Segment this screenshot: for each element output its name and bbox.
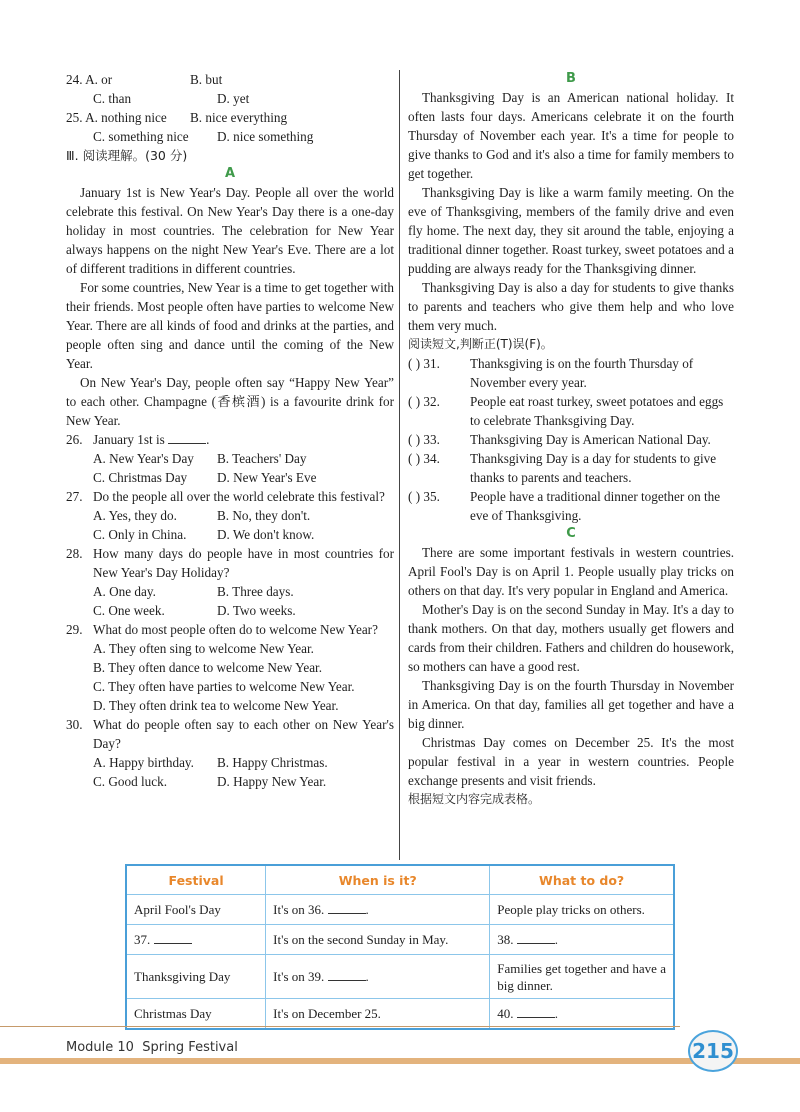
table-cell: Christmas Day [126,999,266,1029]
column-header: What to do? [490,865,674,895]
option-b[interactable]: B. Happy Christmas. [217,755,328,770]
column-header: Festival [126,865,266,895]
answer-blank[interactable] [154,931,192,944]
question-27: 27. Do the people all over the world celebrate this festival? A. Yes, they do. B. No, they don't. C. Only in China. D. We don't know. [66,487,394,544]
option-c[interactable]: C. Only in China. [93,527,187,542]
answer-parenthesis[interactable]: ( ) 32. [408,394,440,409]
passage-a-paragraph: For some countries, New Year is a time to get together with their friends. Most people often have parties to welcome New Year. There are all kinds of food and drinks at the parties, and people often sing and dance until the coming of the New Year. [66,280,394,371]
question-24: 24. A. or B. but C. than D. yet [66,70,394,108]
page-number: 215 [688,1030,738,1072]
true-false-item: ( ) 33. Thanksgiving Day is American National Day. [408,432,711,447]
option-d[interactable]: D. Happy New Year. [217,774,327,789]
true-false-item: ( ) 31. Thanksgiving is on the fourth Thursday of November every year. [408,356,694,390]
column-divider [399,70,400,860]
passage-b-paragraph: Thanksgiving Day is an American national holiday. It often lasts four days. Americans celebrate it on the fourth Thursday of November each year. It's a time for people to give thanks to God and it's also a time for family members to get together. [408,90,734,181]
answer-blank[interactable] [328,901,366,914]
passage-a-paragraph: On New Year's Day, people often say “Happy New Year” to each other. Champagne (香槟酒) is a favourite drink for New Year. [66,375,394,428]
festival-table [125,864,675,1030]
passage-a-paragraph: January 1st is New Year's Day. People all over the world celebrate this festival. On New Year's Day there is a one-day holiday in most countries. The celebration for New Year always happens on the night New Year's Eve. There are a lot of different traditions in different countries. [66,185,394,276]
table-cell: It's on the second Sunday in May. [266,925,490,955]
table-cell: Families get together and have a big dinner. [490,955,674,999]
true-false-item: ( ) 32. People eat roast turkey, sweet potatoes and eggs to celebrate Thanksgiving Day. [408,394,724,428]
option-c[interactable]: C. One week. [93,603,165,618]
option-a[interactable]: A. or [85,72,113,87]
table-row [126,895,674,925]
passage-c-heading: C [566,526,576,541]
right-column [408,70,734,809]
option-c[interactable]: C. They often have parties to welcome New Year. [93,679,355,694]
option-c[interactable]: C. Christmas Day [93,470,188,485]
table-cell: 40. . [490,999,674,1029]
answer-blank[interactable] [168,431,206,444]
option-c[interactable]: C. something nice [93,129,189,144]
passage-c-paragraph: Mother's Day is on the second Sunday in May. It's a day to thank mothers. On that day, mothers usually get flowers and cards from their children. Fathers and children do housework, so mothers can have a good rest. [408,602,734,674]
passage-b-paragraph: Thanksgiving Day is like a warm family meeting. On the eve of Thanksgiving, members of the family drive and even fly home. The next day, they sit around the table, enjoying a traditional dinner together. Roast turkey, sweet potatoes and a pudding are always ready for the Thanksgiving dinner. [408,185,734,276]
true-false-instruction: 阅读短文,判断正(T)误(F)。 [408,337,553,351]
answer-blank[interactable] [517,1005,555,1018]
option-b[interactable]: B. Three days. [217,584,294,599]
page-footer [66,1038,238,1057]
section-heading: Ⅲ. 阅读理解。(30 分) [66,148,188,163]
true-false-item: ( ) 34. Thanksgiving Day is a day for students to give thanks to parents and teachers. [408,451,717,485]
option-a[interactable]: A. One day. [93,584,156,599]
option-d[interactable]: D. We don't know. [217,527,315,542]
module-label: Module 10 [66,1040,134,1055]
column-header: When is it? [266,865,490,895]
table-cell: People play tricks on others. [490,895,674,925]
table-row [126,955,674,999]
table-cell: 37. [126,925,266,955]
answer-parenthesis[interactable]: ( ) 35. [408,489,440,504]
passage-c-paragraph: Christmas Day comes on December 25. It's the most popular festival in a year in western countries. People exchange presents and visit friends. [408,735,734,788]
table-cell: Thanksgiving Day [126,955,266,999]
left-column [66,70,394,791]
answer-parenthesis[interactable]: ( ) 33. [408,432,440,447]
passage-a-heading: A [224,166,236,181]
option-d[interactable]: D. They often drink tea to welcome New Year. [93,698,339,713]
option-a[interactable]: A. nothing nice [85,110,167,125]
option-b[interactable]: B. They often dance to welcome New Year. [93,660,323,675]
option-a[interactable]: A. New Year's Day [93,451,194,466]
passage-c-paragraph: There are some important festivals in western countries. April Fool's Day is on April 1. People usually play tricks on others on that day. It's very popular in England and America. [408,545,734,598]
option-b[interactable]: B. No, they don't. [217,508,311,523]
table-cell: It's on December 25. [266,999,490,1029]
passage-b-paragraph: Thanksgiving Day is also a day for students to give thanks to parents and teachers who give them help and who love them very much. [408,280,734,333]
table-cell: 38. . [490,925,674,955]
table-cell: It's on 39. . [266,955,490,999]
question-25: 25. A. nothing nice B. nice everything C. something nice D. nice something [66,108,394,146]
question-29: 29. What do most people often do to welcome New Year? A. They often sing to welcome New Year. B. They often dance to welcome New Year. C. They often have parties to welcome New Year. D. They often drink tea to welcome New Year. [66,620,394,715]
module-title: Spring Festival [142,1040,238,1055]
question-30: 30. What do people often say to each other on New Year's Day? A. Happy birthday. B. Happy Christmas. C. Good luck. D. Happy New Year. [66,717,394,789]
option-d[interactable]: D. yet [217,91,250,106]
option-d[interactable]: D. nice something [217,129,314,144]
option-c[interactable]: C. than [93,91,132,106]
footer-bar [0,1058,800,1064]
option-b[interactable]: B. but [190,72,223,87]
question-26: 26. January 1st is . A. New Year's Day B. Teachers' Day C. Christmas Day D. New Year's Eve [66,430,394,487]
table-cell: April Fool's Day [126,895,266,925]
table-row [126,999,674,1029]
table-cell: It's on 36. . [266,895,490,925]
option-c[interactable]: C. Good luck. [93,774,167,789]
option-d[interactable]: D. New Year's Eve [217,470,317,485]
option-d[interactable]: D. Two weeks. [217,603,296,618]
answer-blank[interactable] [328,968,366,981]
true-false-item: ( ) 35. People have a traditional dinner together on the eve of Thanksgiving. [408,489,721,523]
option-a[interactable]: A. They often sing to welcome New Year. [93,641,314,656]
table-header-row [126,865,674,895]
question-28: 28. How many days do people have in most countries for New Year's Day Holiday? A. One day. B. Three days. C. One week. D. Two weeks. [66,546,394,618]
option-a[interactable]: A. Yes, they do. [93,508,177,523]
option-b[interactable]: B. nice everything [190,110,288,125]
option-a[interactable]: A. Happy birthday. [93,755,194,770]
footer-rule [0,1026,680,1027]
table-instruction: 根据短文内容完成表格。 [408,792,541,806]
passage-c-paragraph: Thanksgiving Day is on the fourth Thursday in November in America. On that day, families all get together and have a big dinner. [408,678,734,731]
passage-b-heading: B [566,71,576,86]
answer-blank[interactable] [517,931,555,944]
table-row [126,925,674,955]
option-b[interactable]: B. Teachers' Day [217,451,307,466]
answer-parenthesis[interactable]: ( ) 34. [408,451,440,466]
answer-parenthesis[interactable]: ( ) 31. [408,356,440,371]
